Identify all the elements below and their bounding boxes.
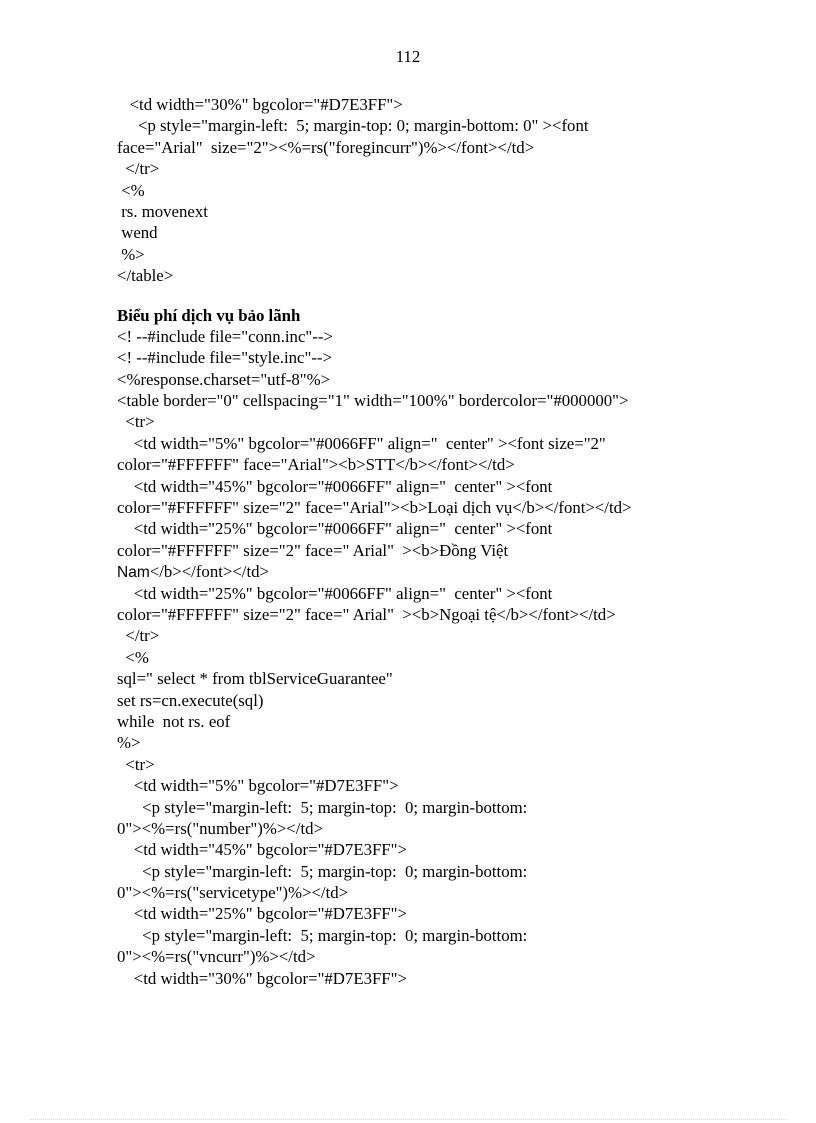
code-line: color="#FFFFFF" face="Arial"><b>STT</b></font></td> bbox=[117, 455, 515, 475]
code-line: <tr> bbox=[117, 412, 155, 432]
code-line: </table> bbox=[117, 266, 174, 286]
code-line: <% bbox=[117, 180, 145, 200]
code-line: face="Arial" size="2"><%=rs("foregincurr")%></font></td> bbox=[117, 137, 535, 157]
code-line: <td width="30%" bgcolor="#D7E3FF"> bbox=[117, 95, 403, 114]
code-line: <p style="margin-left: 5; margin-top: 0; margin-bottom: bbox=[117, 797, 528, 817]
section-heading: Biểu phí dịch vụ bảo lãnh bbox=[117, 305, 301, 325]
code-line: <td width="25%" bgcolor="#0066FF" align=" center" ><font bbox=[117, 519, 553, 539]
code-token: Nam bbox=[117, 564, 150, 582]
code-line: <td width="45%" bgcolor="#0066FF" align=" center" ><font bbox=[117, 476, 553, 496]
code-line: rs. movenext bbox=[117, 201, 208, 221]
code-line: <! --#include file="style.inc"--> bbox=[117, 348, 332, 368]
code-line: sql=" select * from tblServiceGuarantee" bbox=[117, 669, 393, 689]
code-block-2b bbox=[117, 583, 717, 989]
code-line: <p style="margin-left: 5; margin-top: 0; margin-bottom: bbox=[117, 861, 528, 881]
code-line: <! --#include file="conn.inc"--> bbox=[117, 326, 333, 346]
code-line: <p style="margin-left: 5; margin-top: 0; margin-bottom: 0" ><font bbox=[117, 116, 589, 136]
code-line: set rs=cn.execute(sql) bbox=[117, 690, 264, 710]
page-bottom-rule bbox=[30, 1119, 786, 1120]
code-line: 0"><%=rs("servicetype")%></td> bbox=[117, 883, 349, 903]
document-body bbox=[117, 94, 717, 989]
code-line: <td width="30%" bgcolor="#D7E3FF"> bbox=[117, 968, 407, 988]
code-line: <td width="45%" bgcolor="#D7E3FF"> bbox=[117, 840, 407, 860]
code-token: </b></font></td> bbox=[149, 562, 269, 582]
blank-line bbox=[117, 287, 717, 305]
code-line: <td width="25%" bgcolor="#D7E3FF"> bbox=[117, 904, 407, 924]
code-line: <%response.charset="utf-8"%> bbox=[117, 369, 331, 389]
code-line: </tr> bbox=[117, 159, 160, 179]
code-line: <table border="0" cellspacing="1" width="100%" bordercolor="#000000"> bbox=[117, 391, 629, 411]
code-line: color="#FFFFFF" size="2" face="Arial"><b>Loại dịch vụ</b></font></td> bbox=[117, 498, 632, 518]
code-line: while not rs. eof bbox=[117, 711, 231, 731]
page-number: 112 bbox=[395, 47, 421, 66]
code-line: </tr> bbox=[117, 626, 160, 646]
code-line: <tr> bbox=[117, 754, 155, 774]
code-line: <p style="margin-left: 5; margin-top: 0; margin-bottom: bbox=[117, 925, 528, 945]
code-line: 0"><%=rs("number")%></td> bbox=[117, 818, 323, 838]
code-line: %> bbox=[117, 244, 145, 264]
code-line: color="#FFFFFF" size="2" face=" Arial" ><b>Đồng Việt bbox=[117, 540, 509, 560]
code-line: wend bbox=[117, 223, 158, 243]
code-line: <% bbox=[117, 647, 149, 667]
code-line bbox=[117, 561, 717, 582]
code-line: 0"><%=rs("vncurr")%></td> bbox=[117, 947, 316, 967]
code-line: %> bbox=[117, 733, 141, 753]
code-block-2a bbox=[117, 326, 717, 561]
code-line: <td width="5%" bgcolor="#0066FF" align=" center" ><font size="2" bbox=[117, 433, 606, 453]
code-line: <td width="25%" bgcolor="#0066FF" align=" center" ><font bbox=[117, 583, 553, 603]
code-block-1 bbox=[117, 94, 717, 287]
code-line: <td width="5%" bgcolor="#D7E3FF"> bbox=[117, 776, 399, 796]
code-line: color="#FFFFFF" size="2" face=" Arial" ><b>Ngoại tệ</b></font></td> bbox=[117, 604, 616, 624]
